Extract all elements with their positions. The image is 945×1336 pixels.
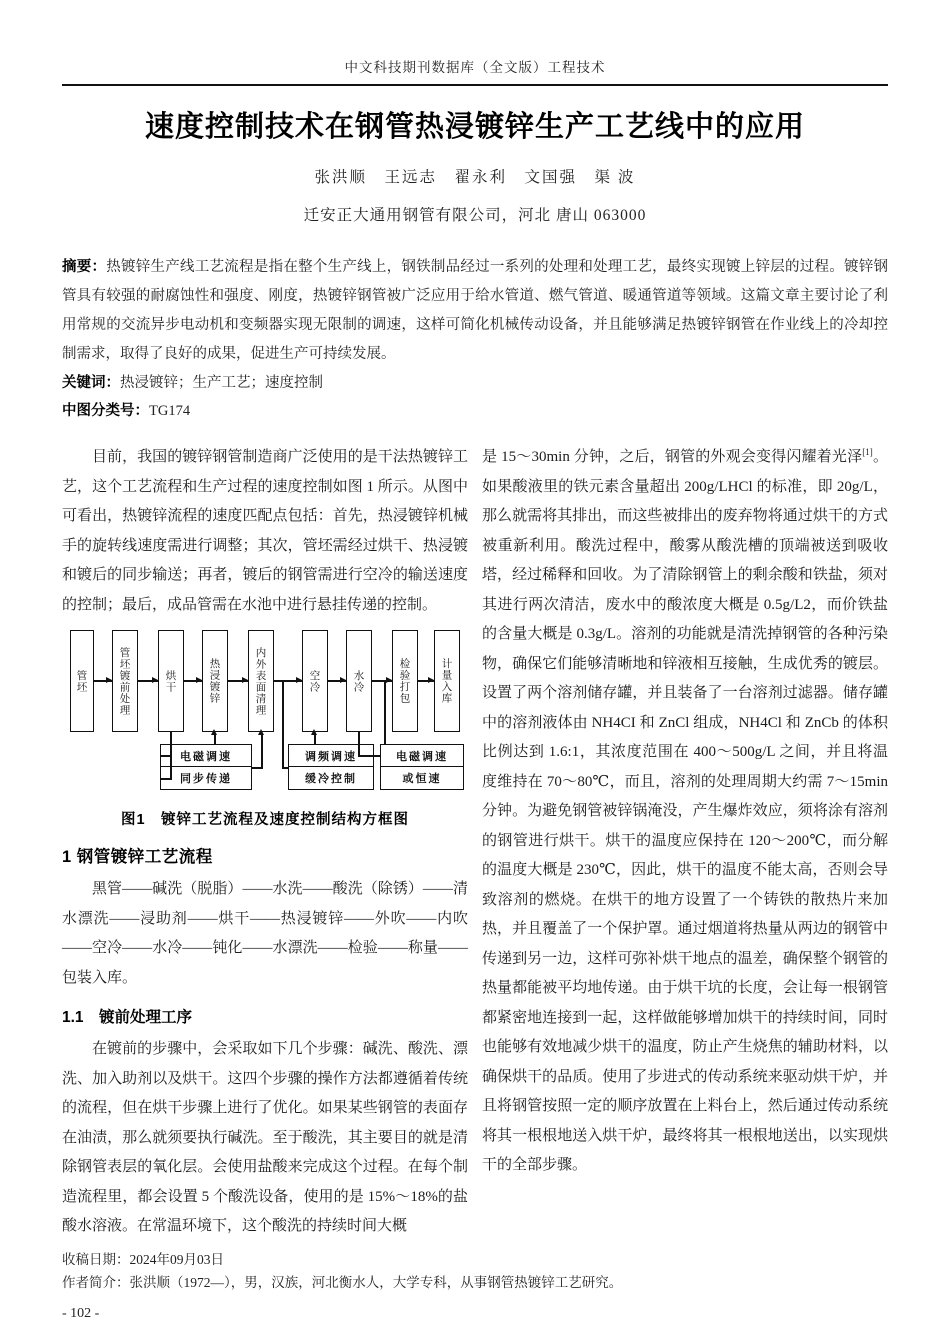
- arrow-right-icon: [152, 677, 158, 683]
- connector-line: [358, 755, 381, 757]
- header-divider: [62, 84, 888, 86]
- process-box-inspect-pack: 检验打包: [392, 630, 418, 732]
- process-box-surface-cleaning: 内外表面清理: [248, 630, 274, 732]
- control-box-em-speed-sync: [160, 744, 252, 790]
- arrow-right-icon: [106, 677, 112, 683]
- connector-line: [214, 734, 216, 744]
- control-label: 电磁调速: [161, 745, 251, 767]
- keywords-line: [62, 369, 888, 397]
- connector-line: [160, 778, 171, 780]
- figure-1: [62, 626, 468, 829]
- arrow-right-icon: [196, 677, 202, 683]
- keywords-text: 热浸镀锌；生产工艺；速度控制: [120, 375, 323, 391]
- clc-label: 中图分类号：: [62, 403, 149, 419]
- section-1-1-heading: 1.1 镀前处理工序: [62, 1009, 193, 1026]
- process-box-pipe-blank: 管坯: [70, 630, 94, 732]
- authors-line: 张洪顺 王远志 翟永利 文国强 渠 波: [314, 169, 636, 186]
- control-label: 电磁调速: [381, 745, 463, 767]
- abstract-block: [62, 253, 888, 369]
- arrow-right-icon: [386, 677, 392, 683]
- connector-line: [282, 767, 289, 769]
- journal-header-text: 中文科技期刊数据库（全文版）工程技术: [344, 60, 606, 75]
- section-1-heading: 1 钢管镀锌工艺流程: [62, 848, 213, 866]
- process-box-drying: 烘干: [158, 630, 184, 732]
- connector-line: [160, 755, 171, 757]
- left-column: [62, 443, 468, 1242]
- control-label: 同步传递: [180, 772, 232, 785]
- connector-line: [314, 734, 316, 744]
- connector-line: [261, 734, 263, 769]
- arrow-up-icon: [311, 729, 317, 735]
- footer: [62, 1248, 888, 1325]
- connector-line: [384, 680, 386, 744]
- arrow-right-icon: [340, 677, 346, 683]
- right-text-part1: 是 15～30min 分钟，之后，钢管的外观会变得闪耀着光泽: [482, 449, 863, 465]
- process-box-hot-dip-galvanize: 热浸镀锌: [202, 630, 228, 732]
- right-text-part2: 。如果酸液里的铁元素含量超出 200g/LHCl 的标准，即 20g/L，那么就需将其排出，而这些被排出的废弃物将通过烘干的方式被重新利用。酸洗过程中，酸雾从酸洗槽的顶端被送到吸收塔，经过稀释和回收。为了清除钢管上的剩余酸和铁盐，须对其进行两次清洁，废水中的酸浓度大概是 0.5g/L2，而价铁盐的含量大概是 0.3g/L。溶剂的功能就是清洗掉钢管的各种污染物，确保它们能够清晰地和锌液相互接触，生成优秀的镀层。设置了两个溶剂储存罐，并且装备了一台溶剂过滤器。储存罐中的溶剂液体由 NH4CI 和 ZnCl 组成，NH4Cl 和 ZnCb 的体积比例达到 1.6:1，其浓度范围在 400～500g/L 之间，并且将温度维持在 70～80℃，而且，溶剂的处理周期大约需 7～15min 分钟。为避免钢管被锌锅淹没，产生爆炸效应，须将涂有溶剂的钢管进行烘干。烘干的温度应保持在 120～200℃，而分解的温度大概是 230℃，因此，烘干的温度不能太高，否则会导致溶剂的燃烧。在烘干的地方设置了一个铸铁的散热片来加热，并且覆盖了一个保护罩。通过烟道将热量从两边的钢管中传递到另一边，这样可弥补烘干地点的温差，确保整个钢管的热量都能被平均地传递。由于烘干坑的长度，会让每一根钢管都紧密地连接到一起，这样做能够增加烘干的持续时间，同时也能够有效地减少烘干的温度，防止产生烧焦的辅助材料，以确保烘干的品质。使用了步进式的传动系统来驱动烘干炉，并且将钢管按照一定的顺序放置在上料台上，然后通过传动系统将其一根根地送入烘干炉，最终将其一根根地送出，以实现烘干的全部步骤。: [482, 449, 888, 1173]
- citation-1: [1]: [862, 447, 873, 457]
- arrow-right-icon: [296, 677, 302, 683]
- control-box-em-or-constant: [380, 744, 464, 790]
- control-label: 或恒速: [402, 772, 442, 785]
- section-1-paragraph: 黑管——碱洗（脱脂）——水洗——酸洗（除锈）——清水漂洗——浸助剂——烘干——热浸镀锌——外吹——内吹——空冷——水冷——钝化——水漂洗——检验——称量——包装入库。: [62, 881, 468, 986]
- clc-line: [62, 397, 888, 425]
- clc-text: TG174: [149, 403, 191, 419]
- right-column-paragraph: [482, 443, 888, 1181]
- right-column: [482, 443, 888, 1242]
- affiliation-line: 迁安正大通用钢管有限公司，河北 唐山 063000: [303, 207, 647, 224]
- process-box-water-cooling: 水冷: [346, 630, 372, 732]
- arrow-up-icon: [258, 729, 264, 735]
- keywords-label: 关键词：: [62, 375, 120, 391]
- flow-diagram: [62, 626, 474, 798]
- process-box-air-cooling: 空冷: [302, 630, 328, 732]
- figure-1-caption: 图1 镀锌工艺流程及速度控制结构方框图: [120, 812, 410, 828]
- control-box-vfd-slow-cool: [288, 744, 374, 790]
- process-box-warehouse: 计量入库: [434, 630, 460, 732]
- connector-line: [358, 732, 360, 756]
- arrow-right-icon: [242, 677, 248, 683]
- connector-line: [282, 680, 284, 768]
- body-columns: [62, 443, 888, 1242]
- author-bio: 作者简介：张洪顺（1972—），男，汉族，河北衡水人，大学专科，从事钢管热镀锌工艺研究。: [62, 1274, 623, 1290]
- paper-title: 速度控制技术在钢管热浸镀锌生产工艺线中的应用: [144, 111, 805, 143]
- control-label: 调频调速: [289, 745, 373, 767]
- section-1-1-paragraph: 在镀前的步骤中，会采取如下几个步骤：碱洗、酸洗、漂洗、加入助剂以及烘干。这四个步骤的操作方法都遵循着传统的流程，但在烘干步骤上进行了优化。如果某些钢管的表面存在油渍，那么就须要执行碱洗。至于酸洗，其主要目的就是清除钢管表层的氧化层。会使用盐酸来完成这个过程。在每个制造流程里，都会设置 5 个酸洗设备，使用的是 15%～18%的盐酸水溶液。在常温环境下，这个酸洗的持续时间大概: [62, 1041, 468, 1234]
- arrow-up-icon: [211, 729, 217, 735]
- received-date: 收稿日期：2024年09月03日: [62, 1251, 224, 1267]
- abstract-text: 热镀锌生产线工艺流程是指在整个生产线上，钢铁制品经过一系列的处理和处理工艺，最终实现镀上锌层的过程。镀锌钢管具有较强的耐腐蚀性和强度、刚度，热镀锌钢管被广泛应用于给水管道、燃气管道、暖通管道等领域。这篇文章主要讨论了利用常规的交流异步电动机和变频器实现无限制的调速，这样可简化机械传动设备，并且能够满足热镀锌钢管在作业线上的冷却控制需求，取得了良好的成果，促进生产可持续发展。: [62, 259, 888, 362]
- abstract-label: 摘要：: [62, 259, 107, 275]
- arrow-right-icon: [428, 677, 434, 683]
- process-box-pre-treatment: 管坯镀前处理: [112, 630, 138, 732]
- page-number: - 102 -: [62, 1305, 100, 1321]
- control-label: 缓冷控制: [305, 772, 357, 785]
- intro-paragraph: 目前，我国的镀锌钢管制造商广泛使用的是干法热镀锌工艺，这个工艺流程和生产过程的速度控制如图 1 所示。从图中可看出，热镀锌流程的速度匹配点包括：首先，热浸镀锌机械手的旋转线速度需进行调整；其次，管坯需经过烘干、热浸镀和镀后的同步输送；再者，镀后的钢管需进行空冷的输送速度的控制；最后，成品管需在水池中进行悬挂传递的控制。: [62, 449, 468, 613]
